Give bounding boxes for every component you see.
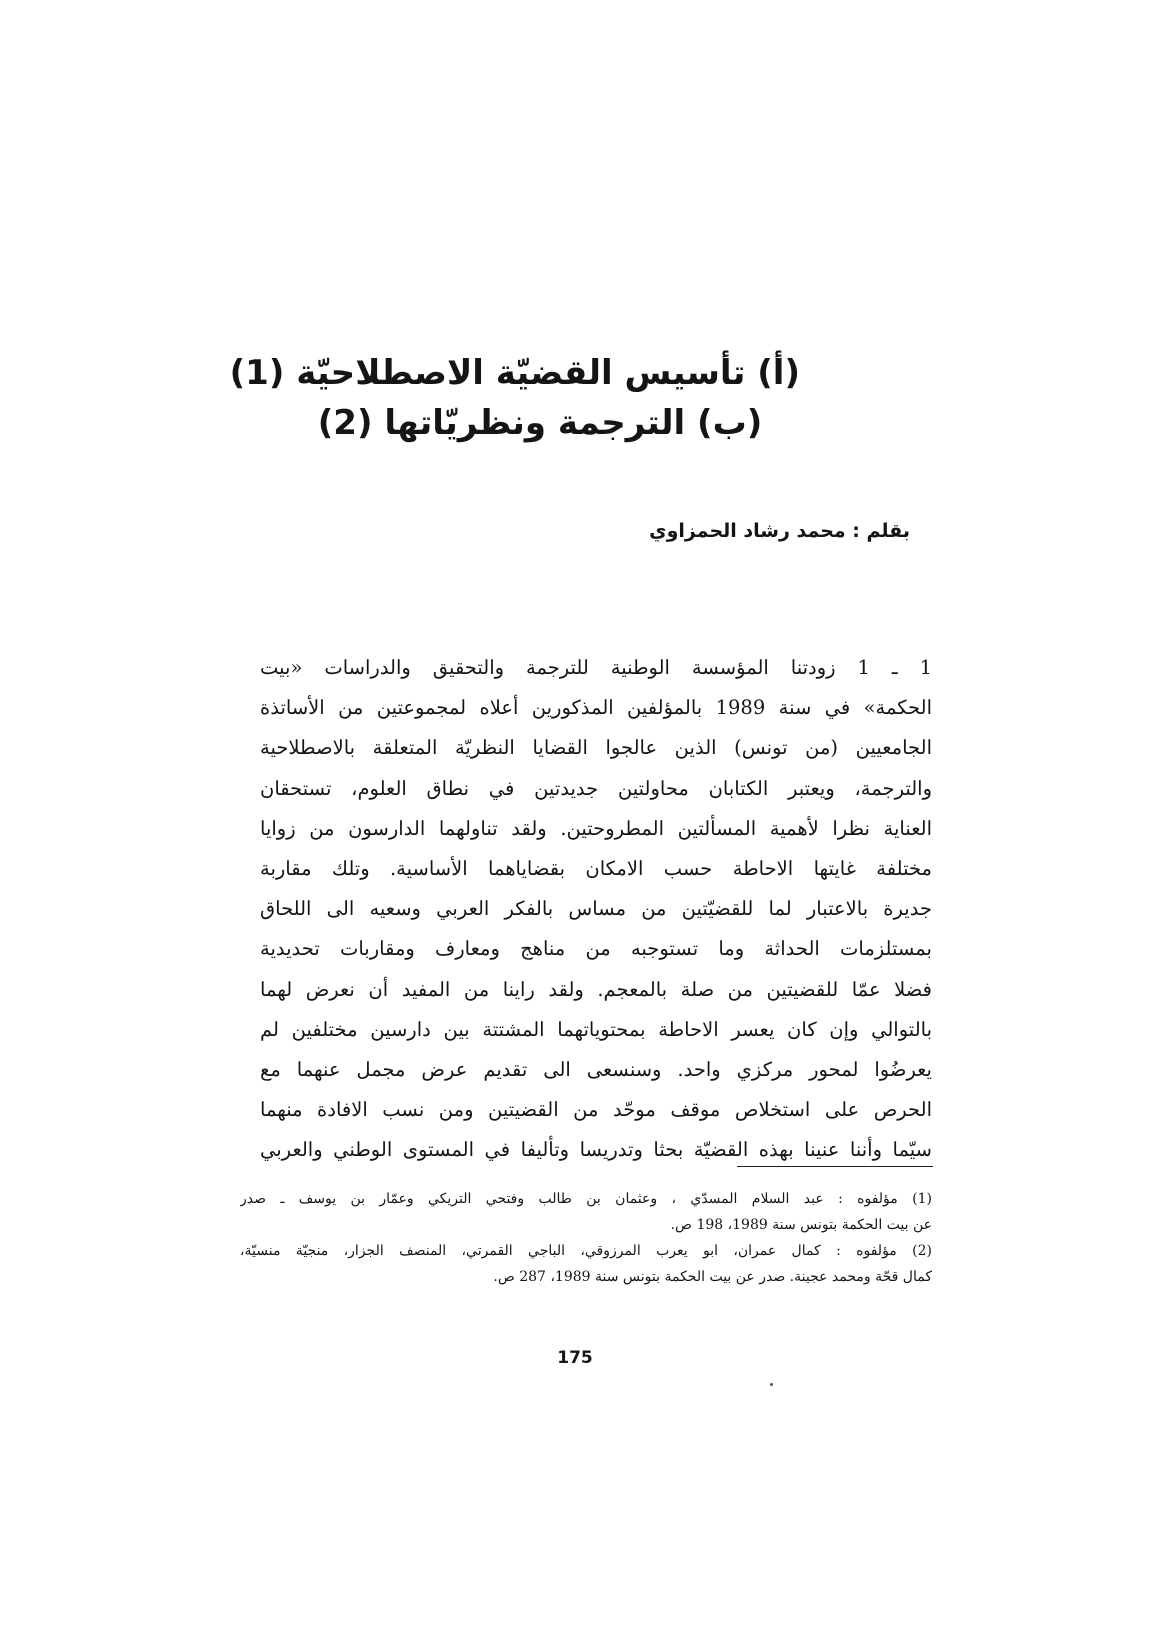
footnote-1-line-2: عن بيت الحكمة بتونس سنة 1989، 198 ص.	[670, 1217, 932, 1233]
author-byline: بقلم : محمد رشاد الحمزاوي	[649, 520, 910, 542]
body-line: العناية نظرا لأهمية المسألتين المطروحتين. ولقد تناولهما الدارسون من زوايا	[260, 816, 932, 840]
title-line-2: (ب) الترجمة ونظريّاتها (2)	[317, 403, 763, 443]
body-line: 1 ـ 1 زودتنا المؤسسة الوطنية للترجمة والتحقيق والدراسات «بيت	[260, 656, 932, 679]
body-line: مختلفة غايتها الاحاطة حسب الامكان بقضاياهما الأساسية. وتلك مقاربة	[260, 857, 932, 881]
body-line: بالتوالي وإن كان يعسر الاحاطة بمحتوياتهما المشتتة بين دارسين مختلفين لم	[260, 1017, 932, 1041]
title-line-1: (أ) تأسيس القضيّة الاصطلاحيّة (1)	[229, 353, 800, 393]
body-paragraph	[260, 648, 932, 1171]
body-line: جديرة بالاعتبار لما للقضيّتين من مساس بالفكر العربي وسعيه الى اللحاق	[260, 897, 932, 921]
body-line: الحرص على استخلاص موقف موحّد من القضيتين ومن نسب الافادة منهما	[260, 1098, 932, 1122]
body-line: فضلا عمّا للقضيتين من صلة بالمعجم. ولقد راينا من المفيد أن نعرض لهما	[260, 977, 932, 1001]
body-line: يعرضُوا لمحور مركزي واحد. وسنسعى الى تقديم عرض مجمل عنهما مع	[260, 1058, 932, 1082]
body-line: والترجمة، ويعتبر الكتابان محاولتين جديدتين في نطاق العلوم، تستحقان	[260, 776, 932, 800]
article-title	[229, 348, 800, 448]
body-line: سيّما وأننا عنينا بهذه القضيّة بحثا وتدريسا وتأليفا في المستوى الوطني والعربي	[260, 1138, 932, 1162]
footnotes	[240, 1186, 932, 1290]
body-line: الحكمة» في سنة 1989 بالمؤلفين المذكورين أعلاه لمجموعتين من الأساتذة	[260, 696, 932, 720]
scan-speck	[770, 1383, 773, 1386]
body-line: بمستلزمات الحداثة وما تستوجبه من مناهج ومعارف ومقاربات تحديدية	[260, 937, 932, 961]
body-line: الجامعيين (من تونس) الذين عالجوا القضايا النظريّة المتعلقة بالاصطلاحية	[260, 736, 932, 760]
footnote-divider	[737, 1166, 933, 1167]
footnote-1-line-1: (1) مؤلفوه : عبد السلام المسدّي ، وعثمان بن طالب وفتحي التريكي وعمّار بن يوسف ـ صدر	[240, 1191, 932, 1207]
footnote-2-line-2: كمال قحّة ومحمد عجينة. صدر عن بيت الحكمة بتونس سنة 1989، 287 ص.	[493, 1269, 932, 1285]
page-number: 175	[557, 1348, 593, 1368]
footnote-2-line-1: (2) مؤلفوه : كمال عمران، ابو يعرب المرزوقي، الباجي القمرتي، المنصف الجزار، منجيّة منسيّة،	[240, 1243, 932, 1259]
